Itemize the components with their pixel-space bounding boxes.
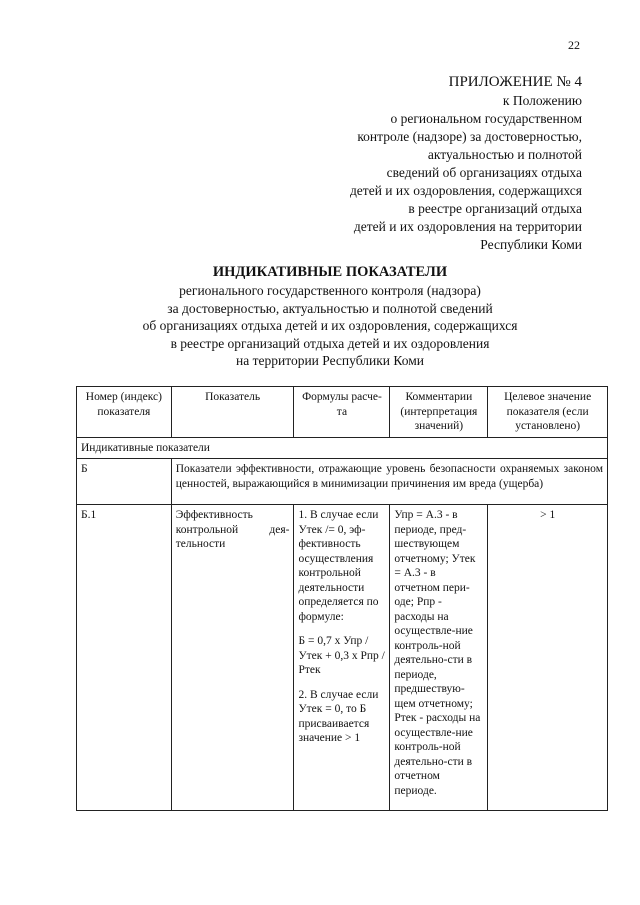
appendix-header	[282, 72, 582, 254]
appendix-line: актуальностью и полнотой	[427, 147, 582, 162]
row-indicator: Эффективность контрольной дея-тельности	[171, 505, 294, 811]
document-title	[60, 263, 600, 370]
title-line: за достоверностью, актуальностью и полнотой сведений	[167, 300, 493, 316]
title-line: в реестре организаций отдыха детей и их оздоровления	[170, 335, 490, 351]
appendix-line: Республики Коми	[480, 237, 582, 252]
group-text: Показатели эффективности, отражающие уровень безопасности охраняемых законом ценностей, выражающийся в минимизации причинения им вреда (ущерба)	[171, 459, 607, 505]
page-number: 22	[568, 38, 580, 52]
formula-part: Б = 0,7 х Упр / Утек + 0,3 х Рпр / Ртек	[298, 635, 385, 676]
group-index: Б	[77, 459, 172, 505]
appendix-line: детей и их оздоровления на территории	[353, 219, 582, 234]
section-label: Индикативные показатели	[77, 437, 608, 459]
appendix-line: к Положению	[502, 93, 582, 108]
title-main: ИНДИКАТИВНЫЕ ПОКАЗАТЕЛИ	[212, 264, 448, 280]
table-row	[77, 505, 608, 811]
appendix-heading: ПРИЛОЖЕНИЕ № 4	[448, 74, 582, 90]
table-row-section	[77, 437, 608, 459]
header-index: Номер (индекс) показателя	[77, 387, 172, 438]
appendix-line: детей и их оздоровления, содержащихся	[349, 183, 582, 198]
header-indicator: Показатель	[171, 387, 294, 438]
title-line: об организациях отдыха детей и их оздоровления, содержащихся	[142, 318, 518, 333]
header-formula: Формулы расче-та	[294, 387, 390, 438]
title-line: на территории Республики Коми	[236, 353, 424, 368]
appendix-line: в реестре организаций отдыха	[408, 201, 582, 216]
formula-part: 1. В случае если Утек /= 0, эф-фективность осуществления контрольной деятельности определяется по формуле:	[298, 509, 379, 623]
appendix-line: сведений об организациях отдыха	[386, 165, 582, 180]
table-row-group	[77, 459, 608, 505]
header-comments: Комментарии (интерпретация значений)	[390, 387, 488, 438]
appendix-line: контроле (надзоре) за достоверностью,	[357, 129, 582, 144]
row-target: > 1	[488, 505, 608, 811]
row-formula	[294, 505, 390, 811]
appendix-line: о региональном государственном	[390, 111, 582, 126]
formula-part: 2. В случае если Утек = 0, то Б присваивается значение > 1	[298, 688, 379, 744]
title-line: регионального государственного контроля (надзора)	[179, 283, 481, 298]
header-target: Целевое значение показателя (если установлено)	[488, 387, 608, 438]
table-header-row	[77, 387, 608, 438]
row-comments: Упр = А.3 - в периоде, пред-шествующем отчетному; Утек = А.3 - в отчетном пери-оде; Рпр - расходы на осуществле-ние контроль-ной деятельно-сти в периоде, предшествую-щем отчетному; Ртек - расходы на осуществле-ние контроль-ной деятельно-сти в отчетном периоде.	[390, 505, 488, 811]
indicators-table	[76, 386, 608, 811]
row-index: Б.1	[77, 505, 172, 811]
